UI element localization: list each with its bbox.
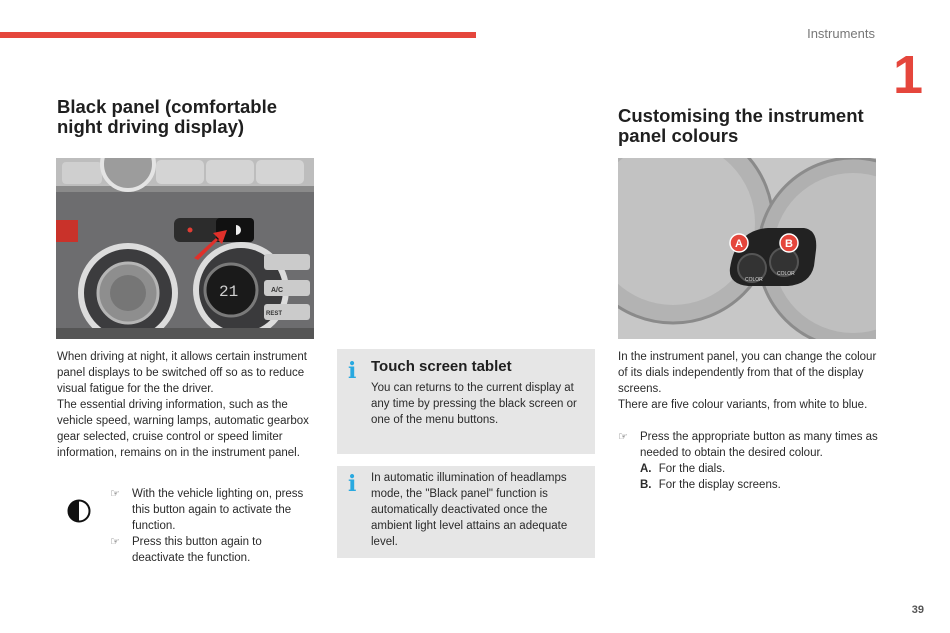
black-panel-title: Black panel (comfortable night driving display) <box>57 96 278 137</box>
item-key-b: B. <box>640 479 652 491</box>
item-text-b: For the display screens. <box>658 479 781 491</box>
list-item <box>618 461 880 477</box>
customising-colours-title: Customising the instrument panel colours <box>618 105 864 146</box>
ac-label: A/C <box>271 287 284 294</box>
instruction-activate: With the vehicle lighting on, press this button again to activate the function. <box>132 488 304 532</box>
touch-screen-heading: Touch screen tablet <box>371 358 512 375</box>
list-item <box>110 534 310 566</box>
callout-a: A <box>735 238 743 250</box>
color-label-a: COLOR <box>745 277 763 283</box>
list-item <box>618 477 880 493</box>
item-key-a: A. <box>640 463 652 475</box>
customising-instructions <box>618 429 880 493</box>
pointing-hand-icon: ☞ <box>110 488 120 500</box>
touch-screen-body: You can returns to the current display at any time by pressing the black screen or one of the menu buttons. <box>371 382 577 426</box>
callout-b: B <box>785 238 793 250</box>
auto-headlamps-body: In automatic illumination of headlamps mode, the "Black panel" function is automatically deactivated once the ambient light level attains an adequate level. <box>371 472 568 548</box>
info-icon: i <box>348 358 357 384</box>
header-red-bar <box>0 32 476 38</box>
black-panel-description <box>57 349 319 461</box>
pointing-hand-icon: ☞ <box>110 536 120 548</box>
customising-paragraph-2: There are five colour variants, from white to blue. <box>618 399 868 411</box>
list-item <box>618 429 880 461</box>
rest-label: REST <box>266 311 283 317</box>
chapter-number: 1 <box>893 45 924 105</box>
item-text-a: For the dials. <box>658 463 726 475</box>
instrument-panel-photo <box>618 158 876 339</box>
section-label: Instruments <box>807 26 875 41</box>
black-panel-paragraph-2: The essential driving information, such as the vehicle speed, warning lamps, automatic gearbox gear selected, cruise control or speed limiter information, remains on in the instrument panel. <box>57 399 309 459</box>
auto-headlamps-info-box <box>337 466 595 558</box>
black-panel-instructions <box>110 486 310 566</box>
instruction-press-button: Press the appropriate button as many times as needed to obtain the desired colour. <box>640 431 878 459</box>
color-label-b: COLOR <box>777 271 795 277</box>
page-number: 39 <box>911 604 924 616</box>
instruction-deactivate: Press this button again to deactivate the function. <box>132 536 262 564</box>
pointing-hand-icon: ☞ <box>618 431 628 443</box>
list-item <box>110 486 310 534</box>
dashboard-photo <box>56 158 314 339</box>
info-icon: i <box>348 471 357 497</box>
black-panel-paragraph-1: When driving at night, it allows certain instrument panel displays to be switched off so as to reduce visual fatigue for the the driver. <box>57 351 307 395</box>
black-panel-half-circle-icon <box>67 499 91 523</box>
customising-description <box>618 349 883 413</box>
temperature-readout: 21 <box>219 283 239 301</box>
touch-screen-info-box <box>337 349 595 454</box>
customising-paragraph-1: In the instrument panel, you can change the colour of its dials independently from that of the display screens. <box>618 351 877 395</box>
